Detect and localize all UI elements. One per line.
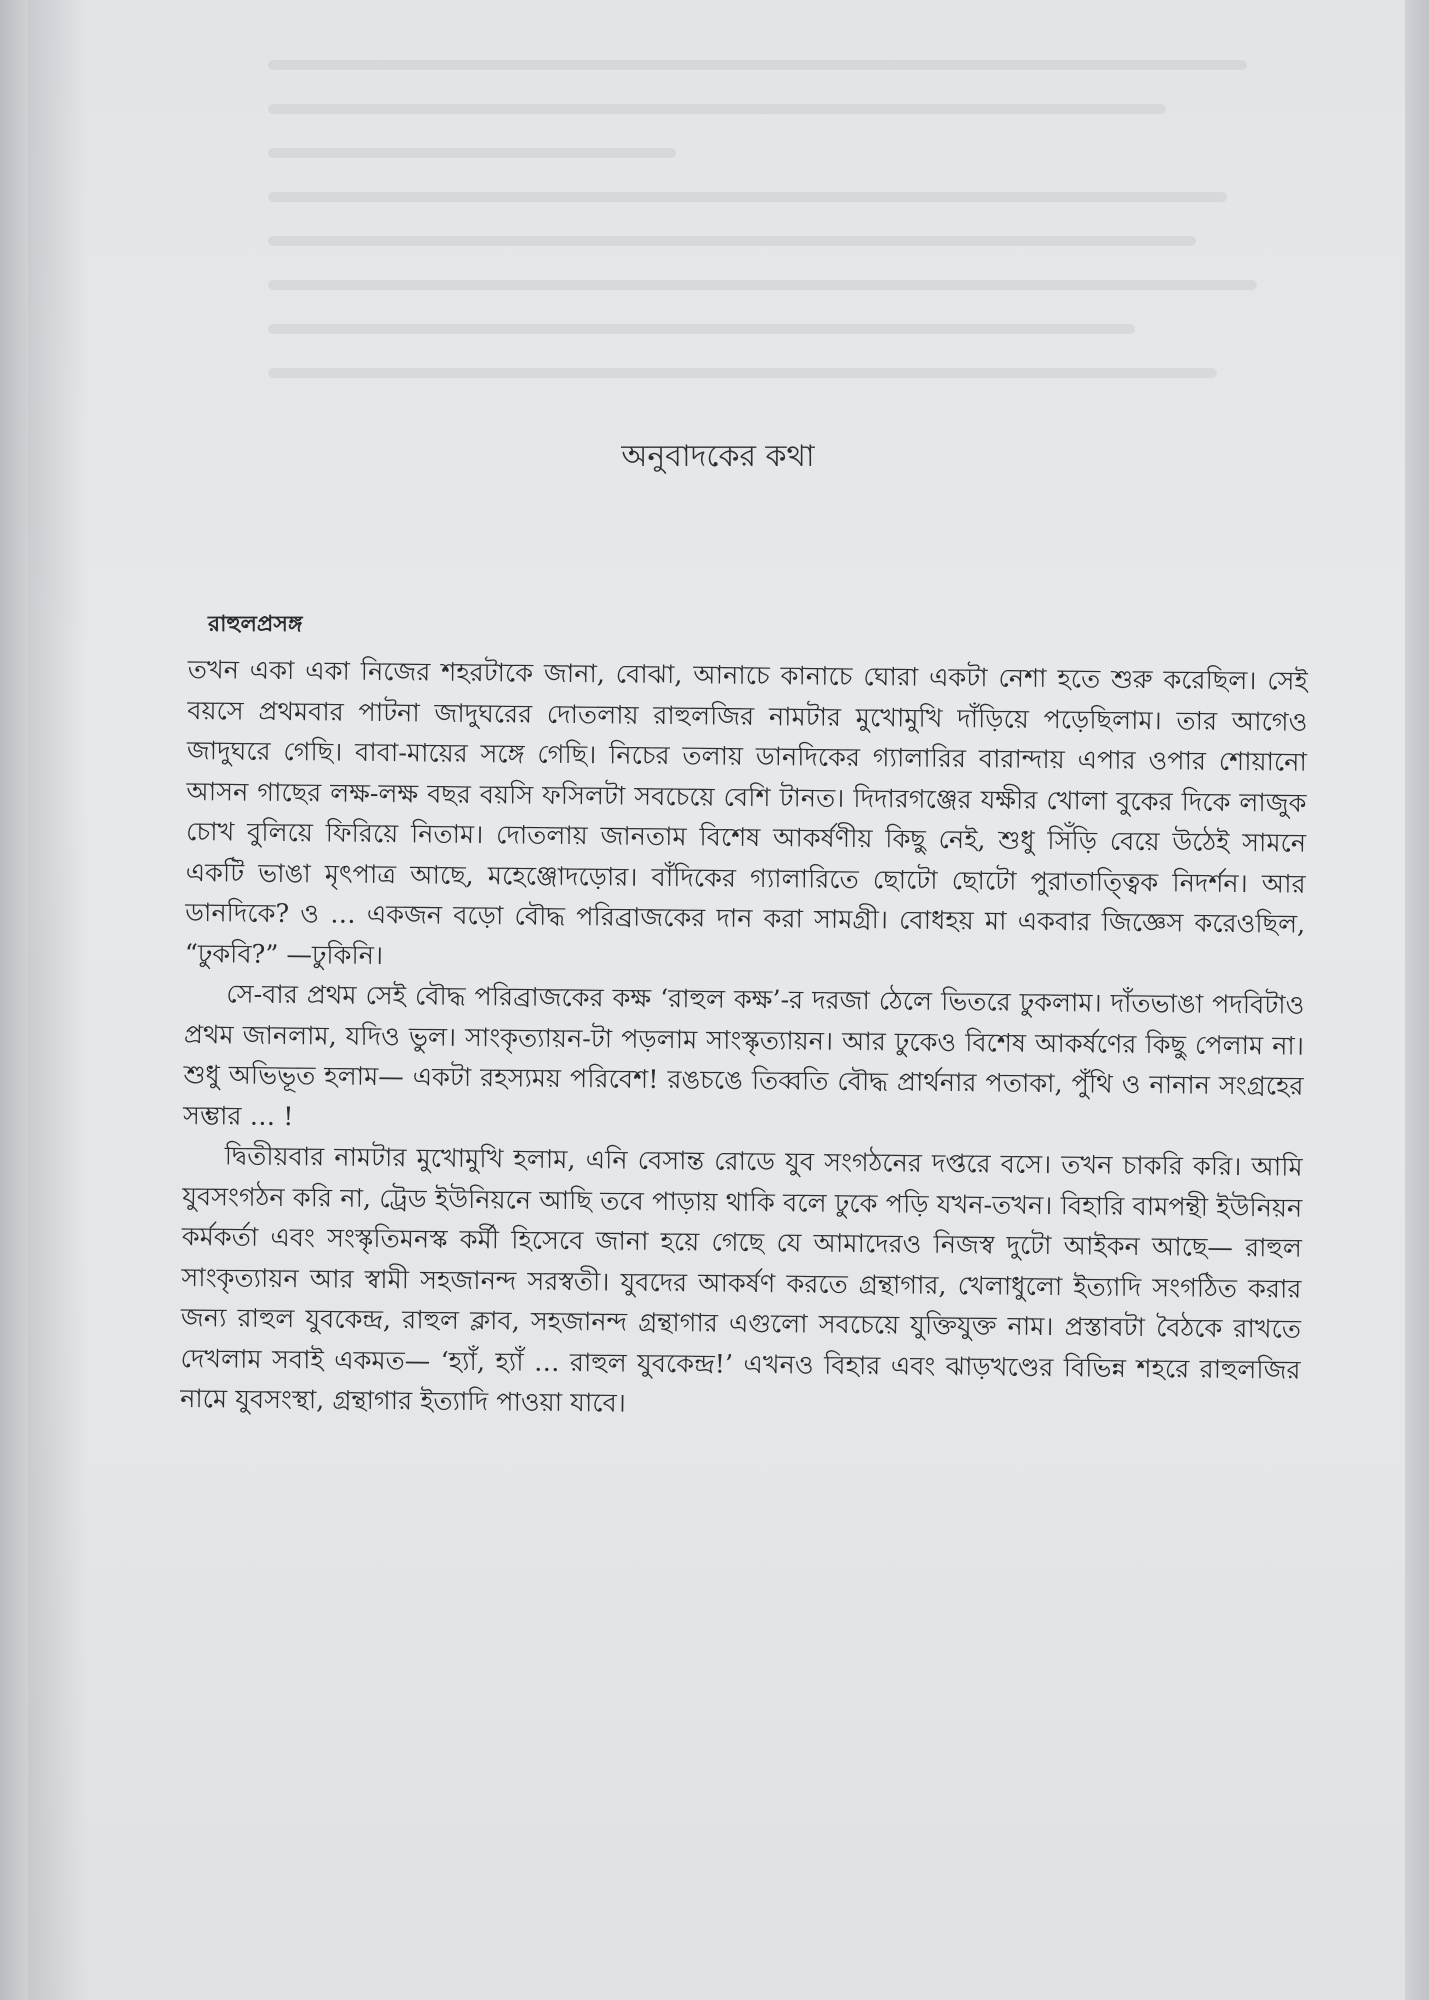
section-heading: রাহুলপ্রসঙ্গ — [208, 611, 303, 637]
left-margin-shadow — [0, 0, 28, 2000]
book-page — [28, 0, 1405, 2000]
page-content — [148, 0, 1308, 2000]
right-margin-shadow — [1405, 0, 1429, 2000]
paragraph-2: সে-বার প্রথম সেই বৌদ্ধ পরিব্রাজকের কক্ষ ‘রাহুল কক্ষ’-র দরজা ঠেলে ভিতরে ঢুকলাম। দাঁতভাঙা পদবিটাও প্রথম জানলাম, যদিও ভুল। সাংকৃত্যায়ন-টা পড়লাম সাংস্কৃত্যায়ন। আর ঢুকেও বিশেষ আকর্ষণের কিছু পেলাম না। শুধু অভিভূত হলাম— একটা রহস্যময় পরিবেশ! রঙচঙে তিব্বতি বৌদ্ধ প্রার্থনার পতাকা, পুঁথি ও নানান সংগ্রহের সম্ভার … ! — [182, 979, 1305, 1132]
body-text — [180, 650, 1308, 1431]
page-fold-shadow — [28, 0, 88, 2000]
paragraph-1: তখন একা একা নিজের শহরটাকে জানা, বোঝা, আনাচে কানাচে ঘোরা একটা নেশা হতে শুরু করেছিল। সেই বয়সে প্রথমবার পাটনা জাদুঘরের দোতলায় রাহুলজির নামটার মুখোমুখি দাঁড়িয়ে পড়েছিলাম। তার আগেও জাদুঘরে গেছি। বাবা-মায়ের সঙ্গে গেছি। নিচের তলায় ডানদিকের গ্যালারির বারান্দায় এপার ওপার শোয়ানো আসন গাছের লক্ষ-লক্ষ বছর বয়সি ফসিলটা সবচেয়ে বেশি টানত। দিদারগঞ্জের যক্ষীর খোলা বুকের দিকে লাজুক চোখ বুলিয়ে ফিরিয়ে নিতাম। দোতলায় জানতাম বিশেষ আকর্ষণীয় কিছু নেই, শুধু সিঁড়ি বেয়ে উঠেই সামনে একটি ভাঙা মৃৎপাত্র আছে, মহেঞ্জোদড়োর। বাঁদিকের গ্যালারিতে ছোটো ছোটো পুরাতাত্ত্বিক নিদর্শন। আর ডানদিকে? ও … একজন বড়ো বৌদ্ধ পরিব্রাজকের দান করা সামগ্রী। বোধহয় মা একবার জিজ্ঞেস করেওছিল, “ঢুকবি?” —ঢুকিনি। — [184, 654, 1308, 971]
paragraph-3: দ্বিতীয়বার নামটার মুখোমুখি হলাম, এনি বেসান্ত রোডে যুব সংগঠনের দপ্তরে বসে। তখন চাকরি করি। আমি যুবসংগঠন করি না, ট্রেড ইউনিয়নে আছি তবে পাড়ায় থাকি বলে ঢুকে পড়ি যখন-তখন। বিহারি বামপন্থী ইউনিয়ন কর্মকর্তা এবং সংস্কৃতিমনস্ক কর্মী হিসেবে জানা হয়ে গেছে যে আমাদেরও নিজস্ব দুটো আইকন আছে— রাহুল সাংকৃত্যায়ন আর স্বামী সহজানন্দ সরস্বতী। যুবদের আকর্ষণ করতে গ্রন্থাগার, খেলাধুলো ইত্যাদি সংগঠিত করার জন্য রাহুল যুবকেন্দ্র, রাহুল ক্লাব, সহজানন্দ গ্রন্থাগার এগুলো সবচেয়ে যুক্তিযুক্ত নাম। প্রস্তাবটা বৈঠকে রাখতে দেখলাম সবাই একমত— ‘হ্যাঁ, হ্যাঁ … রাহুল যুবকেন্দ্র!’ এখনও বিহার এবং ঝাড়খণ্ডের বিভিন্ন শহরে রাহুলজির নামে যুবসংস্থা, গ্রন্থাগার ইত্যাদি পাওয়া যাবে। — [179, 1141, 1303, 1419]
page-title: অনুবাদকের কথা — [621, 439, 815, 474]
